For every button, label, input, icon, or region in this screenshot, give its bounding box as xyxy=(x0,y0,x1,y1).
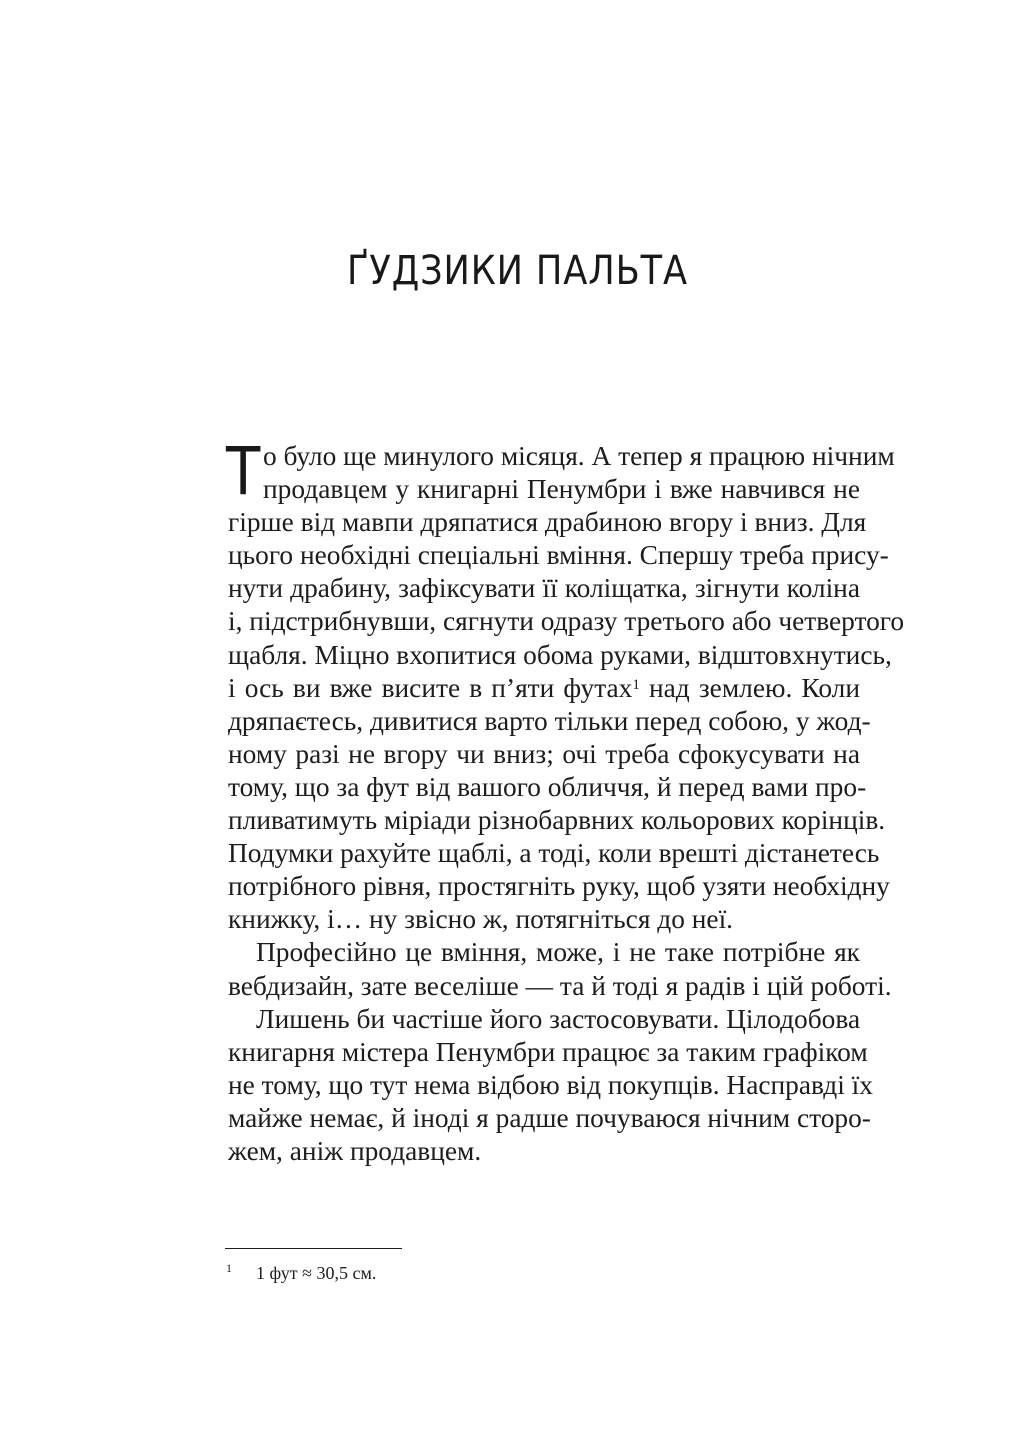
text-line: книгарня містера Пенумбри працює за таким графіком xyxy=(228,1036,868,1067)
footnote xyxy=(226,1263,376,1284)
paragraph-3 xyxy=(228,1003,873,1168)
text-line: і, підстрибнувши, сягнути одразу третього або четвертого xyxy=(228,606,905,637)
text-line: продавцем у книгарні Пенумбри і вже навчився не xyxy=(263,474,860,505)
text-line: вебдизайн, зате веселіше — та й тоді я радів і цій роботі. xyxy=(228,970,892,1001)
text-line: ному разі не вгору чи вниз; очі треба сфокусувати на xyxy=(228,738,860,769)
paragraph-1 xyxy=(226,433,905,936)
text-line: щабля. Міцно вхопитися обома руками, відштовхнутись, xyxy=(228,639,892,670)
text-line: нути драбину, зафіксувати її коліщатка, зігнути коліна xyxy=(228,573,860,604)
chapter-body xyxy=(226,433,905,1168)
footnote-number: 1 xyxy=(226,1261,232,1275)
text-line: жем, аніж продавцем. xyxy=(228,1135,482,1166)
text-line: цього необхідні спеціальні вміння. Спершу треба прису- xyxy=(228,540,889,571)
text-line: Подумки рахуйте щаблі, а тоді, коли врешті дістанетесь xyxy=(228,838,880,869)
text-line: книжку, і… ну звісно ж, потягніться до неї. xyxy=(228,904,734,935)
text-line: Професійно це вміння, може, і не таке потрібне як xyxy=(256,937,860,968)
footnote-divider xyxy=(225,1248,402,1249)
footnote-reference[interactable]: 1 xyxy=(632,676,640,693)
chapter-title: ҐУДЗИКИ ПАЛЬТА xyxy=(347,248,688,294)
text-line: дряпаєтесь, дивитися варто тільки перед собою, у жод- xyxy=(228,705,871,736)
text-line: пливатимуть міріади різнобарвних кольорових корінців. xyxy=(228,805,886,836)
text-line-with-footnote xyxy=(228,672,860,705)
text-line: гірше від мавпи дряпатися драбиною вгору і вниз. Для xyxy=(228,507,867,538)
text-segment: і ось ви вже висите в п’яти футах xyxy=(228,672,633,703)
text-line: не тому, що тут нема відбою від покупців. Насправді їх xyxy=(228,1069,873,1100)
drop-cap: Т xyxy=(226,433,261,510)
text-segment: над землею. Коли xyxy=(639,672,860,703)
paragraph-2 xyxy=(228,936,892,1002)
text-line: тому, що за фут від вашого обличчя, й перед вами про- xyxy=(228,771,867,802)
text-line: о було ще минулого місяця. А тепер я працюю нічним xyxy=(263,441,895,471)
text-line: Лишень би частіше його застосовувати. Цілодобова xyxy=(256,1003,861,1034)
text-line: потрібного рівня, простягніть руку, щоб узяти необхідну xyxy=(228,871,890,902)
text-line: майже немає, й іноді я радше почуваюся нічним сторо- xyxy=(228,1102,871,1133)
footnote-text: 1 фут ≈ 30,5 см. xyxy=(256,1263,377,1283)
